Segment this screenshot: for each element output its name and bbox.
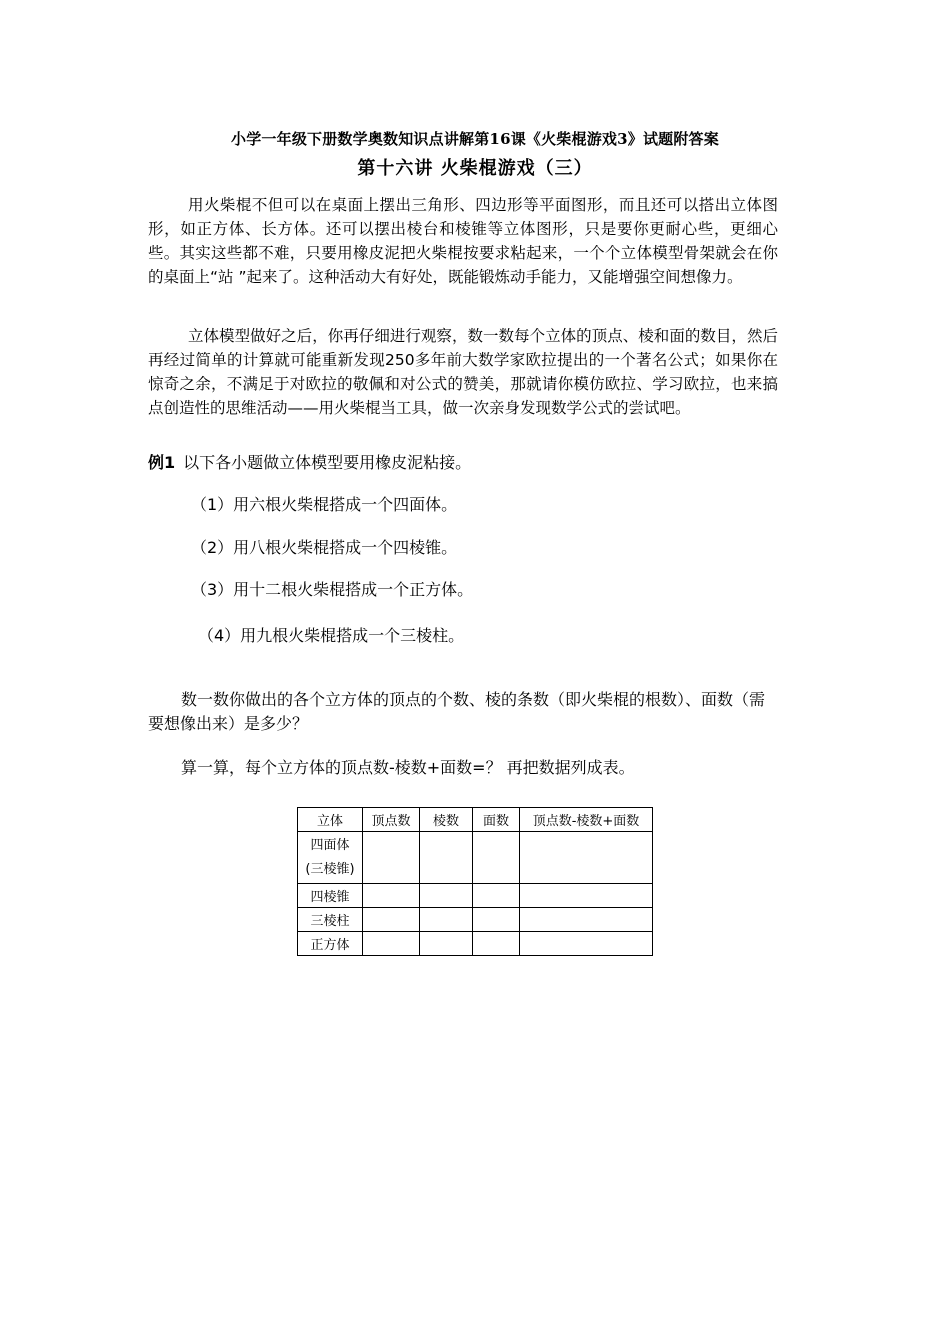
table-cell [420,908,473,932]
table-header-row [298,808,653,832]
table-cell [473,932,520,956]
row-label-line-2: (三棱锥) [305,861,355,877]
example-text: 以下各小题做立体模型要用橡皮泥粘接。 [183,453,472,472]
table-row [298,832,653,884]
table-cell [363,932,420,956]
row-label-cube: 正方体 [298,932,363,956]
table-row [298,932,653,956]
example-item-3: （3）用十二根火柴棍搭成一个正方体。 [191,580,474,599]
table-row [298,908,653,932]
solid-data-table [297,807,653,956]
example-heading [148,450,471,473]
question-count: 数一数你做出的各个立方体的顶点的个数、棱的条数（即火柴棍的根数）、面数（需要想像出来）是多少？ [148,690,766,733]
table-row [298,884,653,908]
table-cell [520,884,653,908]
row-label-triangular-prism: 三棱柱 [298,908,363,932]
row-label-square-pyramid: 四棱锥 [298,884,363,908]
table-cell [363,908,420,932]
header-euler-formula: 顶点数-棱数+面数 [520,808,653,832]
intro-paragraph-1: 用火柴棍不但可以在桌面上摆出三角形、四边形等平面图形，而且还可以搭出立体图形，如正方体、长方体。还可以摆出棱台和棱锥等立体图形，只是要你更耐心些，更细心些。其实这些都不难，只要用橡皮泥把火柴棍按要求粘起来，一个个立体模型骨架就会在你的桌面上“站 ”起来了。这种活动大有好处，既能锻炼动手能力，又能增强空间想像力。 [148,196,778,286]
table-cell [420,832,473,884]
table-cell [363,884,420,908]
example-item-1: （1）用六根火柴棍搭成一个四面体。 [191,495,458,514]
header-solid: 立体 [298,808,363,832]
document-title: 小学一年级下册数学奥数知识点讲解第16课《火柴棍游戏3》试题附答案 [231,130,719,148]
table-cell [420,884,473,908]
example-item-4: （4）用九根火柴棍搭成一个三棱柱。 [198,626,465,645]
table-cell [520,832,653,884]
table-cell [473,884,520,908]
table-cell [473,832,520,884]
header-vertices: 顶点数 [363,808,420,832]
row-label-line-1: 四面体 [310,837,350,853]
table-cell [363,832,420,884]
question-calculate: 算一算，每个立方体的顶点数-棱数+面数=？ 再把数据列成表。 [181,758,635,777]
header-edges: 棱数 [420,808,473,832]
example-label: 例1 [148,453,176,472]
row-label-tetrahedron [298,832,363,884]
lesson-title: 第十六讲 火柴棍游戏（三） [357,158,593,179]
table-cell [520,932,653,956]
intro-paragraph-2: 立体模型做好之后，你再仔细进行观察，数一数每个立体的顶点、棱和面的数目，然后再经过简单的计算就可能重新发现250多年前大数学家欧拉提出的一个著名公式；如果你在惊奇之余，不满足于对欧拉的敬佩和对公式的赞美，那就请你模仿欧拉、学习欧拉，也来搞点创造性的思维活动——用火柴棍当工具，做一次亲身发现数学公式的尝试吧。 [148,327,778,417]
table-cell [420,932,473,956]
table-cell [520,908,653,932]
table-cell [473,908,520,932]
example-item-2: （2）用八根火柴棍搭成一个四棱锥。 [191,538,458,557]
header-faces: 面数 [473,808,520,832]
